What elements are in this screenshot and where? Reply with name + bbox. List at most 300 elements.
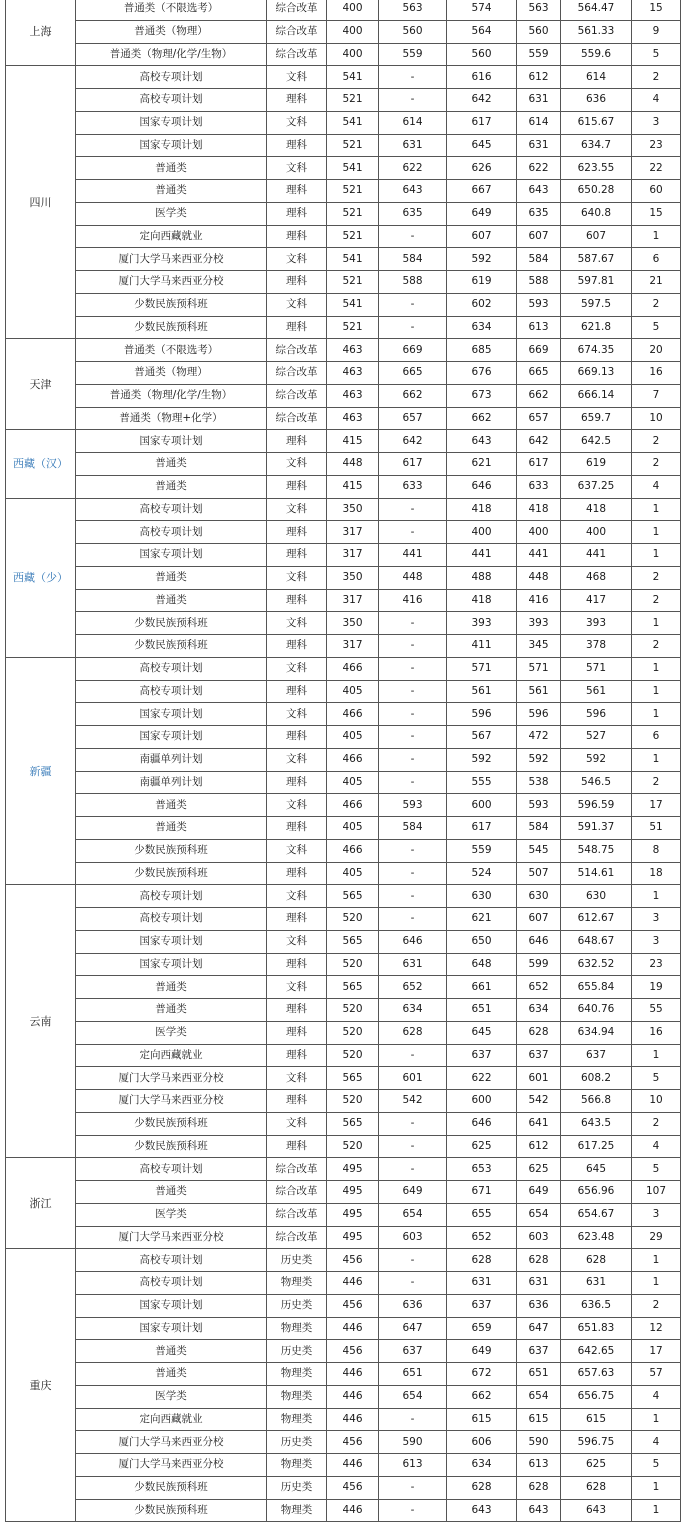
cell-6: 654	[517, 1385, 561, 1408]
table-row	[6, 384, 681, 407]
cell-7: 527	[561, 726, 632, 749]
cell-7: 650.28	[561, 180, 632, 203]
cell-6: 636	[517, 1294, 561, 1317]
count-cell: 9	[632, 20, 681, 43]
count-cell: 5	[632, 1158, 681, 1181]
control-line-cell: 317	[327, 589, 379, 612]
cell-4: 657	[379, 407, 447, 430]
cell-7: 566.8	[561, 1090, 632, 1113]
subject-cell: 物理类	[267, 1272, 327, 1295]
cell-4: -	[379, 293, 447, 316]
category-cell: 普通类	[76, 999, 267, 1022]
table-row	[6, 339, 681, 362]
table-row	[6, 726, 681, 749]
count-cell: 1	[632, 225, 681, 248]
count-cell: 4	[632, 89, 681, 112]
cell-4: -	[379, 1272, 447, 1295]
table-row	[6, 1090, 681, 1113]
count-cell: 60	[632, 180, 681, 203]
cell-5: 616	[447, 66, 517, 89]
subject-cell: 历史类	[267, 1431, 327, 1454]
cell-5: 622	[447, 1067, 517, 1090]
table-row	[6, 1454, 681, 1477]
cell-5: 621	[447, 908, 517, 931]
cell-4: -	[379, 1158, 447, 1181]
count-cell: 2	[632, 1294, 681, 1317]
cell-4: -	[379, 839, 447, 862]
subject-cell: 物理类	[267, 1499, 327, 1522]
category-cell: 国家专项计划	[76, 544, 267, 567]
cell-7: 655.84	[561, 976, 632, 999]
cell-7: 640.76	[561, 999, 632, 1022]
category-cell: 国家专项计划	[76, 1294, 267, 1317]
count-cell: 16	[632, 1021, 681, 1044]
cell-5: 560	[447, 43, 517, 66]
subject-cell: 理科	[267, 89, 327, 112]
category-cell: 医学类	[76, 1385, 267, 1408]
count-cell: 17	[632, 1340, 681, 1363]
subject-cell: 理科	[267, 908, 327, 931]
control-line-cell: 521	[327, 225, 379, 248]
table-row	[6, 20, 681, 43]
count-cell: 21	[632, 271, 681, 294]
cell-4: 563	[379, 0, 447, 20]
category-cell: 少数民族预科班	[76, 839, 267, 862]
cell-4: -	[379, 521, 447, 544]
count-cell: 12	[632, 1317, 681, 1340]
cell-7: 587.67	[561, 248, 632, 271]
cell-5: 685	[447, 339, 517, 362]
cell-4: 628	[379, 1021, 447, 1044]
cell-4: 601	[379, 1067, 447, 1090]
control-line-cell: 521	[327, 180, 379, 203]
control-line-cell: 565	[327, 1112, 379, 1135]
cell-4: -	[379, 1112, 447, 1135]
count-cell: 55	[632, 999, 681, 1022]
table-row	[6, 1067, 681, 1090]
cell-7: 632.52	[561, 953, 632, 976]
table-row	[6, 657, 681, 680]
cell-5: 626	[447, 157, 517, 180]
cell-5: 441	[447, 544, 517, 567]
cell-5: 561	[447, 680, 517, 703]
cell-6: 563	[517, 0, 561, 20]
cell-4: -	[379, 680, 447, 703]
cell-5: 646	[447, 1112, 517, 1135]
cell-6: 599	[517, 953, 561, 976]
cell-4: 542	[379, 1090, 447, 1113]
category-cell: 高校专项计划	[76, 498, 267, 521]
cell-5: 600	[447, 1090, 517, 1113]
cell-4: -	[379, 635, 447, 658]
subject-cell: 综合改革	[267, 384, 327, 407]
cell-7: 564.47	[561, 0, 632, 20]
count-cell: 2	[632, 1112, 681, 1135]
cell-5: 649	[447, 202, 517, 225]
count-cell: 2	[632, 66, 681, 89]
count-cell: 4	[632, 475, 681, 498]
control-line-cell: 495	[327, 1226, 379, 1249]
cell-6: 590	[517, 1431, 561, 1454]
cell-5: 642	[447, 89, 517, 112]
count-cell: 1	[632, 1408, 681, 1431]
control-line-cell: 466	[327, 703, 379, 726]
subject-cell: 文科	[267, 839, 327, 862]
cell-7: 645	[561, 1158, 632, 1181]
cell-5: 631	[447, 1272, 517, 1295]
control-line-cell: 456	[327, 1340, 379, 1363]
control-line-cell: 317	[327, 635, 379, 658]
count-cell: 20	[632, 339, 681, 362]
cell-7: 657.63	[561, 1363, 632, 1386]
control-line-cell: 463	[327, 339, 379, 362]
subject-cell: 综合改革	[267, 1158, 327, 1181]
table-row	[6, 680, 681, 703]
count-cell: 3	[632, 930, 681, 953]
table-row	[6, 362, 681, 385]
count-cell: 19	[632, 976, 681, 999]
control-line-cell: 405	[327, 771, 379, 794]
control-line-cell: 520	[327, 1021, 379, 1044]
category-cell: 厦门大学马来西亚分校	[76, 248, 267, 271]
cell-6: 612	[517, 1135, 561, 1158]
control-line-cell: 541	[327, 157, 379, 180]
cell-6: 643	[517, 1499, 561, 1522]
cell-4: 560	[379, 20, 447, 43]
cell-4: 665	[379, 362, 447, 385]
cell-6: 603	[517, 1226, 561, 1249]
category-cell: 普通类	[76, 817, 267, 840]
control-line-cell: 456	[327, 1249, 379, 1272]
count-cell: 1	[632, 748, 681, 771]
cell-4: 654	[379, 1203, 447, 1226]
cell-6: 642	[517, 430, 561, 453]
category-cell: 普通类	[76, 180, 267, 203]
cell-4: 635	[379, 202, 447, 225]
subject-cell: 文科	[267, 293, 327, 316]
cell-4: 584	[379, 248, 447, 271]
cell-6: 538	[517, 771, 561, 794]
control-line-cell: 415	[327, 430, 379, 453]
count-cell: 4	[632, 1385, 681, 1408]
count-cell: 2	[632, 430, 681, 453]
control-line-cell: 520	[327, 908, 379, 931]
table-row	[6, 862, 681, 885]
subject-cell: 物理类	[267, 1385, 327, 1408]
table-row	[6, 1499, 681, 1522]
category-cell: 医学类	[76, 202, 267, 225]
subject-cell: 文科	[267, 566, 327, 589]
province-cell: 西藏（少）	[6, 498, 76, 657]
cell-7: 623.48	[561, 1226, 632, 1249]
table-row	[6, 953, 681, 976]
table-row	[6, 1385, 681, 1408]
cell-6: 571	[517, 657, 561, 680]
cell-7: 418	[561, 498, 632, 521]
subject-cell: 理科	[267, 1021, 327, 1044]
control-line-cell: 446	[327, 1363, 379, 1386]
cell-4: 448	[379, 566, 447, 589]
category-cell: 国家专项计划	[76, 726, 267, 749]
cell-5: 592	[447, 748, 517, 771]
table-row	[6, 794, 681, 817]
cell-4: 662	[379, 384, 447, 407]
cell-7: 546.5	[561, 771, 632, 794]
table-row	[6, 1340, 681, 1363]
cell-5: 418	[447, 589, 517, 612]
cell-6: 592	[517, 748, 561, 771]
control-line-cell: 400	[327, 0, 379, 20]
category-cell: 少数民族预科班	[76, 1135, 267, 1158]
table-row	[6, 1363, 681, 1386]
table-row	[6, 885, 681, 908]
cell-4: -	[379, 89, 447, 112]
cell-7: 571	[561, 657, 632, 680]
cell-7: 548.75	[561, 839, 632, 862]
cell-7: 596	[561, 703, 632, 726]
table-row	[6, 544, 681, 567]
table-row	[6, 134, 681, 157]
cell-7: 468	[561, 566, 632, 589]
cell-7: 561.33	[561, 20, 632, 43]
category-cell: 少数民族预科班	[76, 293, 267, 316]
control-line-cell: 400	[327, 20, 379, 43]
cell-4: 669	[379, 339, 447, 362]
control-line-cell: 520	[327, 1090, 379, 1113]
cell-7: 640.8	[561, 202, 632, 225]
cell-6: 607	[517, 908, 561, 931]
cell-6: 625	[517, 1158, 561, 1181]
cell-5: 651	[447, 999, 517, 1022]
category-cell: 定向西藏就业	[76, 1408, 267, 1431]
category-cell: 医学类	[76, 1203, 267, 1226]
table-row	[6, 748, 681, 771]
count-cell: 2	[632, 771, 681, 794]
control-line-cell: 520	[327, 999, 379, 1022]
count-cell: 3	[632, 111, 681, 134]
cell-4: 634	[379, 999, 447, 1022]
control-line-cell: 446	[327, 1317, 379, 1340]
control-line-cell: 495	[327, 1158, 379, 1181]
cell-7: 619	[561, 453, 632, 476]
table-row	[6, 1408, 681, 1431]
province-cell: 上海	[6, 0, 76, 66]
cell-6: 643	[517, 180, 561, 203]
cell-6: 448	[517, 566, 561, 589]
count-cell: 1	[632, 1499, 681, 1522]
cell-6: 542	[517, 1090, 561, 1113]
category-cell: 少数民族预科班	[76, 1476, 267, 1499]
cell-4: 643	[379, 180, 447, 203]
subject-cell: 理科	[267, 726, 327, 749]
cell-7: 630	[561, 885, 632, 908]
cell-5: 661	[447, 976, 517, 999]
cell-7: 631	[561, 1272, 632, 1295]
cell-6: 617	[517, 453, 561, 476]
cell-7: 634.7	[561, 134, 632, 157]
table-row	[6, 1044, 681, 1067]
cell-5: 617	[447, 817, 517, 840]
cell-7: 559.6	[561, 43, 632, 66]
subject-cell: 综合改革	[267, 0, 327, 20]
subject-cell: 理科	[267, 521, 327, 544]
category-cell: 医学类	[76, 1021, 267, 1044]
table-row	[6, 498, 681, 521]
count-cell: 1	[632, 544, 681, 567]
cell-7: 615	[561, 1408, 632, 1431]
control-line-cell: 350	[327, 612, 379, 635]
cell-6: 628	[517, 1476, 561, 1499]
subject-cell: 理科	[267, 999, 327, 1022]
category-cell: 国家专项计划	[76, 134, 267, 157]
cell-5: 571	[447, 657, 517, 680]
table-row	[6, 635, 681, 658]
cell-7: 643	[561, 1499, 632, 1522]
cell-6: 649	[517, 1181, 561, 1204]
subject-cell: 文科	[267, 111, 327, 134]
category-cell: 少数民族预科班	[76, 1499, 267, 1522]
cell-7: 621.8	[561, 316, 632, 339]
subject-cell: 理科	[267, 316, 327, 339]
category-cell: 厦门大学马来西亚分校	[76, 1067, 267, 1090]
category-cell: 国家专项计划	[76, 703, 267, 726]
cell-7: 623.55	[561, 157, 632, 180]
control-line-cell: 448	[327, 453, 379, 476]
control-line-cell: 520	[327, 1044, 379, 1067]
province-cell: 天津	[6, 339, 76, 430]
category-cell: 南疆单列计划	[76, 771, 267, 794]
subject-cell: 综合改革	[267, 43, 327, 66]
cell-7: 514.61	[561, 862, 632, 885]
cell-5: 649	[447, 1340, 517, 1363]
count-cell: 15	[632, 202, 681, 225]
cell-5: 628	[447, 1476, 517, 1499]
category-cell: 普通类	[76, 1340, 267, 1363]
control-line-cell: 520	[327, 1135, 379, 1158]
cell-6: 628	[517, 1249, 561, 1272]
cell-6: 651	[517, 1363, 561, 1386]
count-cell: 2	[632, 293, 681, 316]
cell-7: 607	[561, 225, 632, 248]
subject-cell: 理科	[267, 134, 327, 157]
cell-5: 648	[447, 953, 517, 976]
cell-4: 633	[379, 475, 447, 498]
count-cell: 5	[632, 43, 681, 66]
province-cell: 重庆	[6, 1249, 76, 1522]
category-cell: 高校专项计划	[76, 908, 267, 931]
category-cell: 普通类（物理+化学）	[76, 407, 267, 430]
cell-6: 633	[517, 475, 561, 498]
subject-cell: 历史类	[267, 1294, 327, 1317]
cell-5: 615	[447, 1408, 517, 1431]
cell-6: 613	[517, 316, 561, 339]
table-row	[6, 180, 681, 203]
cell-5: 645	[447, 1021, 517, 1044]
cell-4: -	[379, 612, 447, 635]
cell-6: 631	[517, 1272, 561, 1295]
cell-7: 674.35	[561, 339, 632, 362]
count-cell: 17	[632, 794, 681, 817]
subject-cell: 综合改革	[267, 1226, 327, 1249]
subject-cell: 综合改革	[267, 339, 327, 362]
control-line-cell: 495	[327, 1203, 379, 1226]
control-line-cell: 565	[327, 930, 379, 953]
cell-4: -	[379, 657, 447, 680]
table-row	[6, 817, 681, 840]
category-cell: 普通类	[76, 453, 267, 476]
subject-cell: 物理类	[267, 1317, 327, 1340]
cell-6: 584	[517, 817, 561, 840]
cell-4: -	[379, 498, 447, 521]
cell-7: 669.13	[561, 362, 632, 385]
cell-4: -	[379, 1249, 447, 1272]
cell-4: 622	[379, 157, 447, 180]
cell-4: 588	[379, 271, 447, 294]
table-row	[6, 1158, 681, 1181]
subject-cell: 文科	[267, 498, 327, 521]
count-cell: 1	[632, 703, 681, 726]
subject-cell: 综合改革	[267, 1203, 327, 1226]
cell-5: 655	[447, 1203, 517, 1226]
count-cell: 1	[632, 1272, 681, 1295]
cell-5: 400	[447, 521, 517, 544]
cell-5: 673	[447, 384, 517, 407]
table-row	[6, 1431, 681, 1454]
cell-4: -	[379, 225, 447, 248]
cell-5: 617	[447, 111, 517, 134]
table-row	[6, 271, 681, 294]
province-cell: 云南	[6, 885, 76, 1158]
cell-5: 662	[447, 407, 517, 430]
cell-7: 642.65	[561, 1340, 632, 1363]
cell-7: 636	[561, 89, 632, 112]
subject-cell: 文科	[267, 1112, 327, 1135]
table-row	[6, 612, 681, 635]
category-cell: 厦门大学马来西亚分校	[76, 1431, 267, 1454]
table-row	[6, 1112, 681, 1135]
table-row	[6, 66, 681, 89]
cell-5: 411	[447, 635, 517, 658]
control-line-cell: 446	[327, 1499, 379, 1522]
category-cell: 普通类	[76, 157, 267, 180]
cell-4: -	[379, 66, 447, 89]
cell-4: 584	[379, 817, 447, 840]
control-line-cell: 350	[327, 566, 379, 589]
count-cell: 4	[632, 1135, 681, 1158]
cell-5: 574	[447, 0, 517, 20]
category-cell: 高校专项计划	[76, 657, 267, 680]
control-line-cell: 463	[327, 362, 379, 385]
cell-7: 637	[561, 1044, 632, 1067]
control-line-cell: 521	[327, 134, 379, 157]
cell-7: 628	[561, 1249, 632, 1272]
cell-7: 656.96	[561, 1181, 632, 1204]
category-cell: 普通类（物理）	[76, 362, 267, 385]
count-cell: 6	[632, 726, 681, 749]
count-cell: 1	[632, 498, 681, 521]
cell-4: -	[379, 908, 447, 931]
subject-cell: 文科	[267, 157, 327, 180]
category-cell: 普通类（不限选考）	[76, 0, 267, 20]
count-cell: 1	[632, 1044, 681, 1067]
category-cell: 高校专项计划	[76, 521, 267, 544]
cell-6: 634	[517, 999, 561, 1022]
cell-4: -	[379, 748, 447, 771]
cell-6: 646	[517, 930, 561, 953]
table-row	[6, 453, 681, 476]
table-row	[6, 293, 681, 316]
subject-cell: 理科	[267, 202, 327, 225]
